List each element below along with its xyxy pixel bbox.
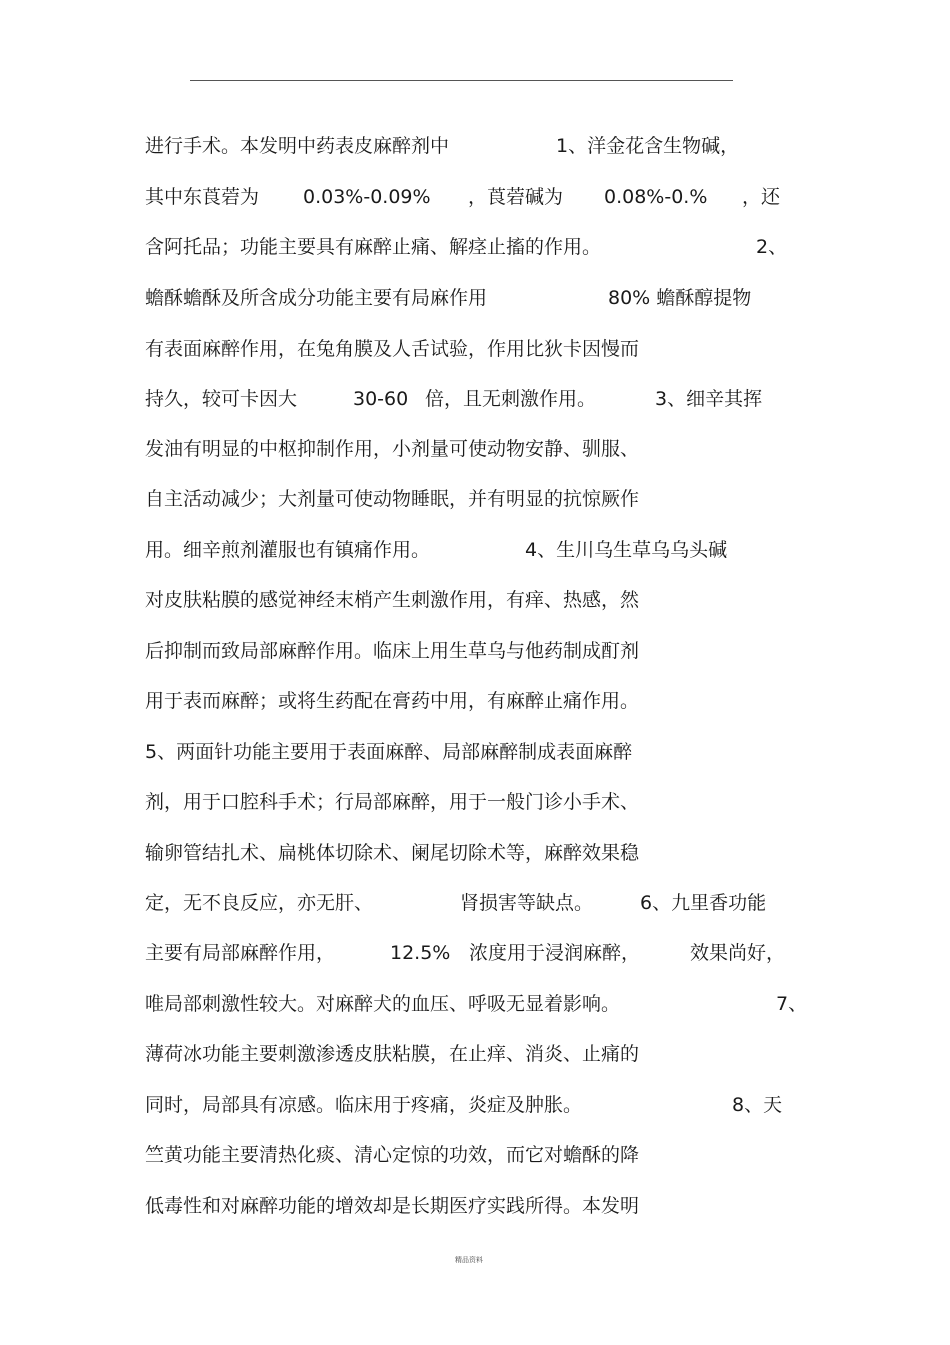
text-segment: 进行手术。本发明中药表皮麻醉剂中 bbox=[145, 135, 450, 157]
text-segment: 30-60 bbox=[353, 388, 409, 410]
text-line bbox=[0, 1090, 783, 1120]
text-segment: 对皮肤粘膜的感觉神经末梢产生刺激作用，有痒、热感，然 bbox=[145, 589, 640, 611]
text-segment: 持久，较可卡因大 bbox=[145, 388, 298, 410]
text-segment: 主要有局部麻醉作用， bbox=[145, 942, 336, 964]
text-segment: 肾损害等缺点。 bbox=[460, 892, 594, 914]
text-line bbox=[0, 636, 640, 666]
text-line bbox=[0, 384, 763, 414]
text-line bbox=[0, 484, 640, 514]
text-segment: 定，无不良反应，亦无肝、 bbox=[145, 892, 374, 914]
text-segment: 6、九里香功能 bbox=[640, 892, 767, 914]
text-segment: 浓度用于浸润麻醉， bbox=[469, 942, 641, 964]
text-segment: 唯局部刺激性较大。对麻醉犬的血压、呼吸无显着影响。 bbox=[145, 993, 621, 1015]
text-segment: 含阿托品；功能主要具有麻醉止痛、解痉止搐的作用。 bbox=[145, 236, 602, 258]
text-segment: 1、洋金花含生物碱， bbox=[556, 135, 740, 157]
text-line bbox=[0, 585, 640, 615]
header-rule bbox=[190, 80, 733, 81]
text-segment: 剂，用于口腔科手术；行局部麻醉，用于一般门诊小手术、 bbox=[145, 791, 640, 813]
text-line bbox=[0, 283, 752, 313]
text-segment: 12.5% bbox=[390, 942, 451, 964]
text-segment: 0.08%-0.% bbox=[604, 186, 708, 208]
text-segment: 蟾酥蟾酥及所含成分功能主要有局麻作用 bbox=[145, 287, 488, 309]
text-segment: 用。细辛煎剂灌服也有镇痛作用。 bbox=[145, 539, 431, 561]
text-segment: ，还 bbox=[742, 186, 781, 208]
text-line bbox=[0, 334, 640, 364]
text-segment: 0.03%-0.09% bbox=[303, 186, 431, 208]
text-segment: 低毒性和对麻醉功能的增效却是长期医疗实践所得。本发明 bbox=[145, 1195, 640, 1217]
text-line bbox=[0, 737, 633, 767]
text-line bbox=[0, 1140, 640, 1170]
text-line bbox=[0, 434, 640, 464]
text-line bbox=[0, 989, 808, 1019]
text-segment: 2、 bbox=[756, 236, 788, 258]
text-line bbox=[0, 232, 788, 262]
text-segment: 8、天 bbox=[732, 1094, 783, 1116]
text-segment: 80% 蟾酥醇提物 bbox=[608, 287, 752, 309]
text-segment: 5、两面针功能主要用于表面麻醉、局部麻醉制成表面麻醉 bbox=[145, 741, 633, 763]
text-line bbox=[0, 1039, 640, 1069]
text-segment: 输卵管结扎术、扁桃体切除术、阑尾切除术等，麻醉效果稳 bbox=[145, 842, 640, 864]
text-segment: 其中东莨菪为 bbox=[145, 186, 260, 208]
text-segment: 4、生川乌生草乌乌头碱 bbox=[525, 539, 728, 561]
text-line bbox=[0, 182, 781, 212]
text-line bbox=[0, 131, 740, 161]
text-segment: 效果尚好， bbox=[690, 942, 786, 964]
text-segment: 用于表而麻醉；或将生药配在膏药中用，有麻醉止痛作用。 bbox=[145, 690, 640, 712]
text-line bbox=[0, 1191, 640, 1221]
text-line bbox=[0, 535, 728, 565]
text-segment: 倍，且无刺激作用。 bbox=[425, 388, 597, 410]
text-segment: ，莨菪碱为 bbox=[468, 186, 564, 208]
text-segment: 竺黄功能主要清热化痰、清心定惊的功效，而它对蟾酥的降 bbox=[145, 1144, 640, 1166]
text-segment: 7、 bbox=[776, 993, 808, 1015]
text-line bbox=[0, 838, 640, 868]
text-segment: 发油有明显的中枢抑制作用，小剂量可使动物安静、驯服、 bbox=[145, 438, 640, 460]
text-line bbox=[0, 888, 767, 918]
text-segment: 3、细辛其挥 bbox=[655, 388, 763, 410]
text-segment: 有表面麻醉作用，在兔角膜及人舌试验，作用比狄卡因慢而 bbox=[145, 338, 640, 360]
text-line bbox=[0, 686, 640, 716]
text-segment: 自主活动减少；大剂量可使动物睡眠，并有明显的抗惊厥作 bbox=[145, 488, 640, 510]
text-segment: 后抑制而致局部麻醉作用。临床上用生草乌与他药制成酊剂 bbox=[145, 640, 640, 662]
text-segment: 同时，局部具有凉感。临床用于疼痛，炎症及肿胀。 bbox=[145, 1094, 583, 1116]
page-footer: 精品资料 bbox=[455, 1256, 483, 1264]
text-line bbox=[0, 787, 640, 817]
text-segment: 薄荷冰功能主要刺激渗透皮肤粘膜，在止痒、消炎、止痛的 bbox=[145, 1043, 640, 1065]
text-line bbox=[0, 938, 786, 968]
